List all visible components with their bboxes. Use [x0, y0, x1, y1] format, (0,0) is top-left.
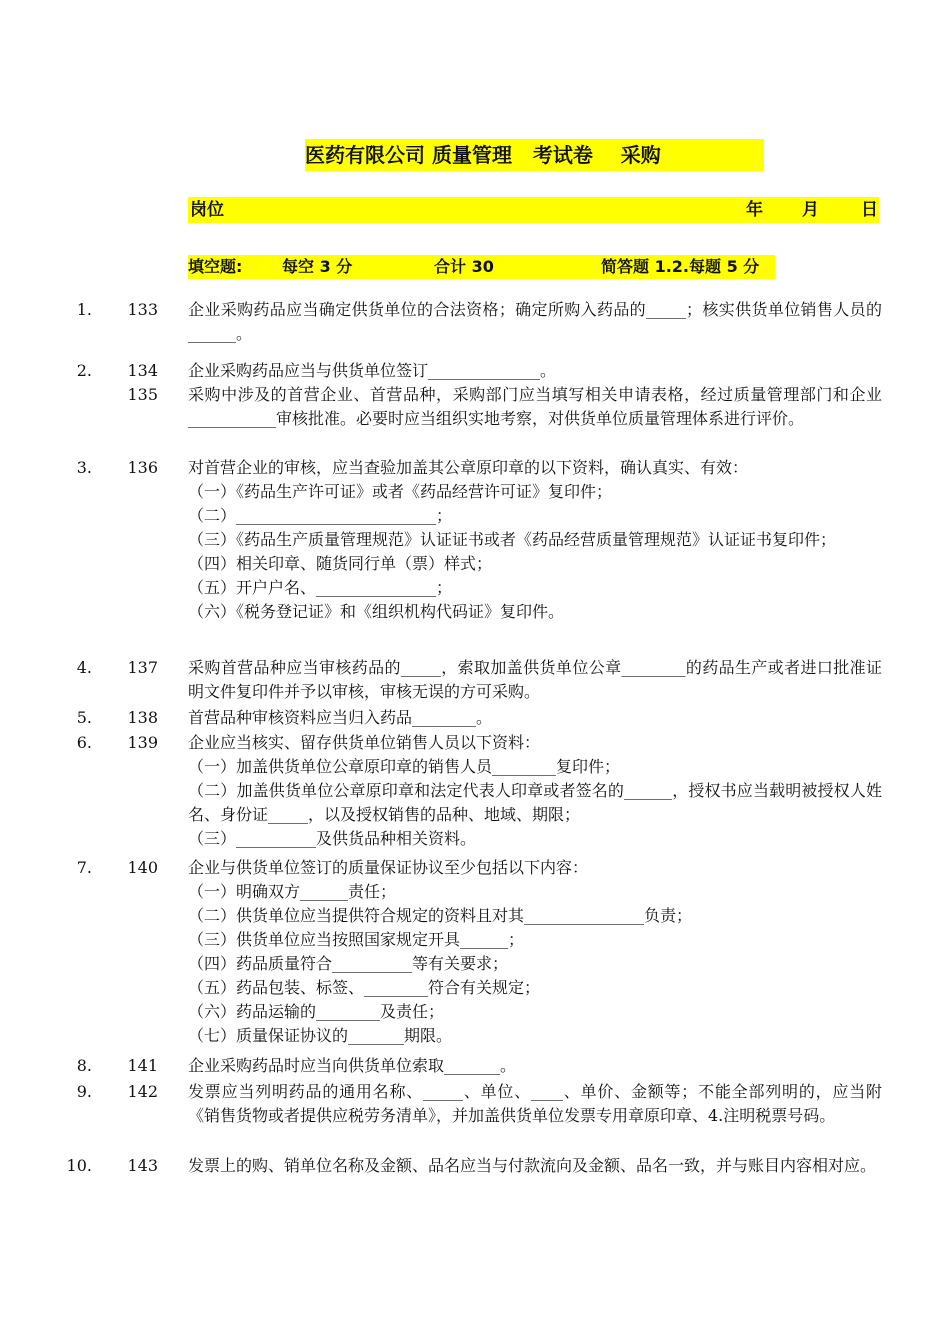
total-score: 合计 30: [434, 257, 494, 276]
question-line: （二）_________________________；: [188, 506, 453, 525]
question-line: （六）《税务登记证》和《组织机构代码证》复印件。: [188, 602, 565, 621]
question-text: [188, 1154, 882, 1178]
question-line: （一）《药品生产许可证》或者《药品经营许可证》复印件；: [188, 482, 613, 501]
question-text: [188, 298, 882, 346]
question-line: （五）药品包装、标签、________符合有关规定；: [188, 978, 541, 997]
question-number: 5.: [76, 708, 92, 727]
question-text: [188, 731, 882, 851]
question-code: 134: [127, 361, 158, 380]
scoring-bar: [188, 255, 775, 279]
per-blank-score: 每空 3 分: [282, 257, 353, 276]
fill-blank-label: 填空题:: [188, 257, 243, 276]
question-line: （七）质量保证协议的_______期限。: [188, 1026, 453, 1045]
question-line: （四）药品质量符合__________等有关要求；: [188, 954, 509, 973]
question-line: （三）《药品生产质量管理规范》认证证书或者《药品经营质量管理规范》认证证书复印件；: [188, 530, 837, 549]
question-number: 2.: [76, 361, 92, 380]
question-line: 对首营企业的审核，应当查验加盖其公章原印章的以下资料，确认真实、有效：: [188, 458, 749, 477]
question-line: 采购首营品种应当审核药品的_____，索取加盖供货单位公章________的药品生产或者进口批准证明文件复印件并予以审核，审核无误的方可采购。: [188, 658, 882, 701]
question-line: 发票上的购、销单位名称及金额、品名应当与付款流向及金额、品名一致，并与账目内容相对应。: [188, 1156, 877, 1175]
short-answer-score: 简答题 1.2.每题 5 分: [601, 257, 760, 276]
question-number: 3.: [76, 458, 92, 477]
question-code: 140: [127, 858, 158, 877]
question-code: 133: [127, 300, 158, 319]
question-number: 4.: [76, 658, 92, 677]
question-code: 135: [127, 385, 158, 404]
question-text: [188, 456, 882, 624]
question-code: 136: [127, 458, 158, 477]
question-text: [188, 1080, 882, 1128]
question-line: （四）相关印章、随货同行单（票）样式；: [188, 554, 493, 573]
question-number: 9.: [76, 1082, 92, 1101]
question-code: 139: [127, 733, 158, 752]
question-line: （二）供货单位应当提供符合规定的资料且对其_______________负责；: [188, 906, 693, 925]
question-line: 采购中涉及的首营企业、首营品种，采购部门应当填写相关申请表格，经过质量管理部门和企业___________审核批准。必要时应当组织实地考察，对供货单位质量管理体系进行评价。: [188, 385, 882, 428]
question-line: （一）加盖供货单位公章原印章的销售人员________复印件；: [188, 757, 621, 776]
question-line: 企业应当核实、留存供货单位销售人员以下资料：: [188, 733, 541, 752]
post-date-bar: [188, 197, 879, 223]
question-line: （三）供货单位应当按照国家规定开具______；: [188, 930, 525, 949]
question-line: 企业与供货单位签订的质量保证协议至少包括以下内容：: [188, 858, 589, 877]
question-number: 7.: [76, 858, 92, 877]
day-label: 日: [861, 200, 878, 220]
year-label: 年: [746, 200, 763, 220]
question-number: 6.: [76, 733, 92, 752]
question-text: [188, 383, 882, 431]
question-code: 141: [127, 1056, 158, 1075]
exam-title: 医药有限公司 质量管理 考试卷 采购: [305, 139, 764, 171]
question-line: 企业采购药品应当确定供货单位的合法资格；确定所购入药品的_____；核实供货单位销售人员的______。: [188, 300, 882, 343]
question-text: [188, 359, 882, 383]
question-text: [188, 656, 882, 704]
question-line: （一）明确双方______责任；: [188, 882, 397, 901]
question-number: 1.: [76, 300, 92, 319]
question-text: [188, 706, 882, 730]
question-code: 137: [127, 658, 158, 677]
question-line: 首营品种审核资料应当归入药品________。: [188, 708, 493, 727]
question-text: [188, 1054, 882, 1078]
question-code: 138: [127, 708, 158, 727]
question-line: 企业采购药品时应当向供货单位索取_______。: [188, 1056, 517, 1075]
question-text: [188, 856, 882, 1048]
question-code: 142: [127, 1082, 158, 1101]
question-code: 143: [127, 1156, 158, 1175]
month-label: 月: [802, 200, 819, 220]
question-number: 8.: [76, 1056, 92, 1075]
question-line: 企业采购药品应当与供货单位签订______________。: [188, 361, 557, 380]
question-line: （三）__________及供货品种相关资料。: [188, 829, 477, 848]
question-line: （五）开户户名、_______________；: [188, 578, 453, 597]
question-number: 10.: [66, 1156, 92, 1175]
question-line: （二）加盖供货单位公章原印章和法定代表人印章或者签名的______，授权书应当载明被授权人姓名、身份证_____，以及授权销售的品种、地域、期限；: [188, 781, 882, 824]
post-label: 岗位: [190, 200, 224, 220]
question-line: （六）药品运输的________及责任；: [188, 1002, 445, 1021]
question-line: 发票应当列明药品的通用名称、_____、单位、____、单价、金额等；不能全部列明的，应当附《销售货物或者提供应税劳务清单》，并加盖供货单位发票专用章原印章、4.注明税票号码。: [188, 1082, 882, 1125]
